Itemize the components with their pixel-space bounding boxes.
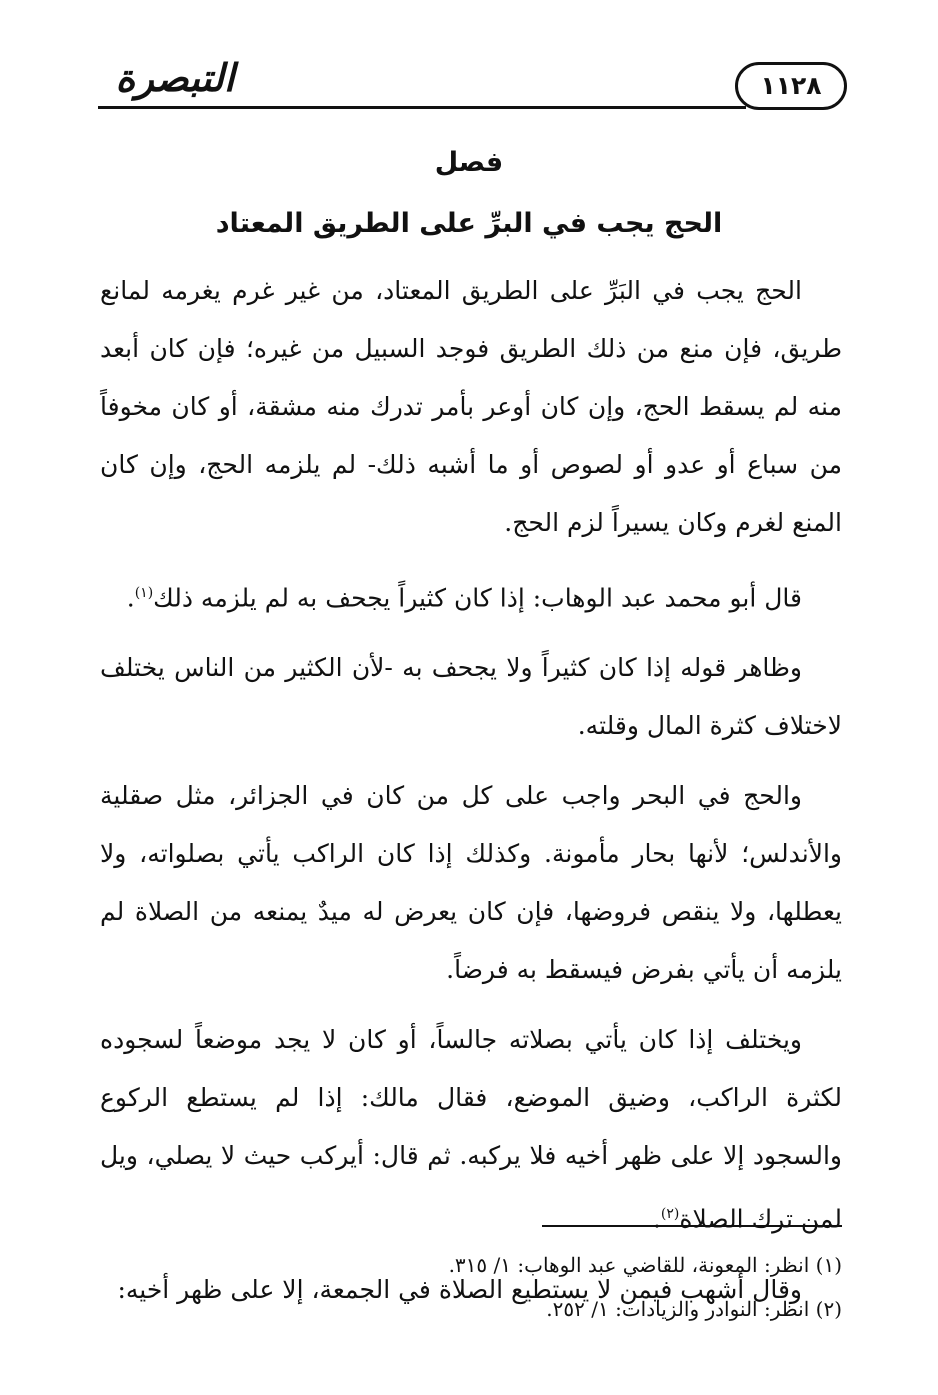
footnote-ref-1: (١): [134, 585, 154, 601]
paragraph-text: وظاهر قوله إذا كان كثيراً ولا يجحف به -لأن الكثير من الناس يختلف لاختلاف كثرة المال وقلته.: [100, 653, 842, 741]
footnote-rule: [542, 1225, 842, 1227]
page-header: [0, 0, 938, 140]
paragraph-text: ويختلف إذا كان يأتي بصلاته جالساً، أو كان لا يجد موضعاً لسجوده لكثرة الراكب، وضيق الموضع، فقال مالك: إذا لم يستطع الركوع والسجود إلا على ظهر أخيه فلا يركبه. ثم قال: أيركب حيث لا يصلي، ويل لمن ترك الصلاة: [100, 1025, 842, 1234]
paragraph: [100, 564, 842, 627]
paragraph-text: وقال أشهب فيمن لا يستطيع الصلاة في الجمعة، إلا على ظهر أخيه:: [117, 1274, 802, 1304]
footnotes: [100, 1243, 842, 1331]
paragraph-text: الحج يجب في البَرِّ على الطريق المعتاد، من غير غرم يغرمه لمانع طريق، فإن منع من ذلك الطريق فوجد السبيل من غيره؛ فإن كان أبعد منه لم يسقط الحج، وإن كان أوعر بأمر تدرك منه مشقة، أو كان مخوفاً من سباع أو عدو أو لصوص أو ما أشبه ذلك- لم يلزمه الحج، وإن كان المنع لغرم وكان يسيراً لزم الحج.: [100, 276, 842, 537]
body-text: [100, 262, 842, 1331]
paragraph: [100, 262, 842, 552]
paragraph: [100, 767, 842, 999]
paragraph: [100, 1011, 842, 1248]
book-title-logo: التبصرة: [115, 55, 235, 100]
footnote-ref-2: (٢): [660, 1206, 680, 1223]
footnote-2: (٢) انظر: النوادر والزيادات: ١/ ٢٥٢.: [546, 1297, 842, 1321]
section-title: الحج يجب في البرِّ على الطريق المعتاد: [215, 208, 723, 239]
punctuation: .: [126, 583, 135, 613]
paragraph-text: والحج في البحر واجب على كل من كان في الجزائر، مثل صقلية والأندلس؛ لأنها بحار مأمونة. وكذلك إذا كان الراكب يأتي بصلواته، ولا يعطلها، ولا ينقص فروضها، فإن كان يعرض له ميدٌ يمنعه من الصلاة لم يلزمه أن يأتي بفرض فيسقط به فرضاً.: [100, 781, 842, 985]
punctuation: .: [652, 1204, 661, 1234]
paragraph: [100, 639, 842, 755]
header-rule: [98, 106, 746, 109]
section-label: فصل: [434, 147, 504, 178]
footnote-1: (١) انظر: المعونة، للقاضي عبد الوهاب: ١/ ٣١٥.: [448, 1253, 842, 1277]
page-number: ١١٢٨: [735, 62, 847, 110]
paragraph-text: قال أبو محمد عبد الوهاب: إذا كان كثيراً يجحف به لم يلزمه ذلك: [153, 583, 802, 613]
